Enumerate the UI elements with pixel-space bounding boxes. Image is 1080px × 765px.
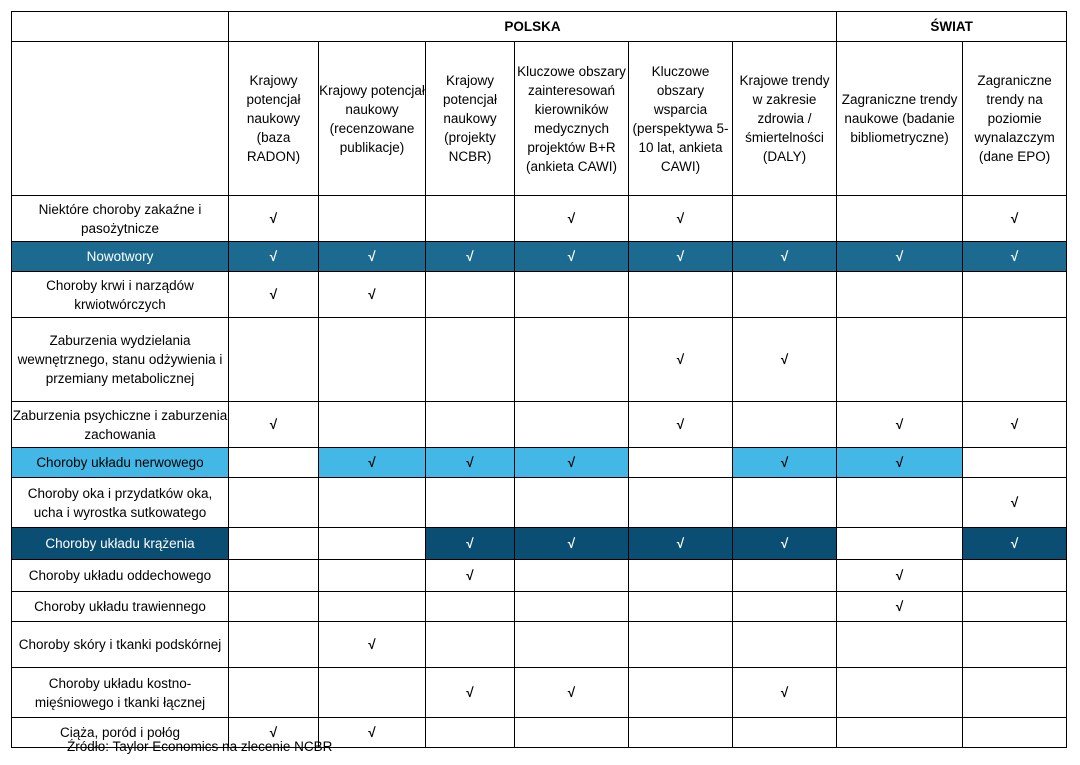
source-note: Źródło: Taylor Economics na zlecenie NCBR [67,739,333,754]
empty-cell [229,318,319,402]
empty-cell [426,318,515,402]
empty-cell [629,448,733,478]
empty-cell [319,318,426,402]
row-label: Choroby układu oddechowego [12,560,229,592]
empty-cell [963,272,1067,318]
empty-cell [515,402,629,448]
empty-cell [733,402,837,448]
row-header-corner [12,42,229,196]
check-mark-cell: √ [515,528,629,560]
table-row [12,528,1067,560]
region-header-row [12,12,1067,42]
empty-cell [963,560,1067,592]
check-mark-cell: √ [319,448,426,478]
row-label: Choroby krwi i narządów krwiotwórczych [12,272,229,318]
row-label: Ciąża, poród i połóg [12,718,229,748]
check-mark-cell: √ [426,560,515,592]
empty-cell [733,272,837,318]
region-world: ŚWIAT [837,12,1067,42]
empty-cell [963,448,1067,478]
empty-cell [629,622,733,668]
empty-cell [426,592,515,622]
table-row [12,402,1067,448]
check-mark-cell: √ [629,242,733,272]
empty-cell [733,718,837,748]
column-header: Krajowy potencjał naukowy (projekty NCBR) [426,42,515,196]
column-header: Kluczowe obszary wsparcia (perspektywa 5-10 lat, ankieta CAWI) [629,42,733,196]
check-mark-cell: √ [319,242,426,272]
empty-cell [515,560,629,592]
comparison-table [11,11,1067,748]
empty-cell [629,668,733,718]
row-label: Nowotwory [12,242,229,272]
empty-cell [963,718,1067,748]
empty-cell [837,196,963,242]
column-header: Zagraniczne trendy na poziomie wynalazczym (dane EPO) [963,42,1067,196]
empty-cell [837,318,963,402]
empty-cell [733,560,837,592]
check-mark-cell: √ [733,528,837,560]
column-header: Zagraniczne trendy naukowe (badanie bibliometryczne) [837,42,963,196]
empty-cell [319,560,426,592]
empty-cell [837,272,963,318]
empty-cell [963,592,1067,622]
check-mark-cell: √ [515,668,629,718]
empty-cell [229,448,319,478]
table-row [12,668,1067,718]
empty-cell [837,622,963,668]
check-mark-cell: √ [426,668,515,718]
empty-cell [515,478,629,528]
empty-cell [837,478,963,528]
check-mark-cell: √ [515,196,629,242]
check-mark-cell: √ [963,528,1067,560]
check-mark-cell: √ [629,318,733,402]
table-row [12,448,1067,478]
check-mark-cell: √ [515,242,629,272]
empty-cell [515,272,629,318]
empty-cell [229,478,319,528]
check-mark-cell: √ [426,242,515,272]
empty-cell [319,668,426,718]
check-mark-cell: √ [229,242,319,272]
check-mark-cell: √ [426,448,515,478]
row-label: Zaburzenia psychiczne i zaburzenia zachowania [12,402,229,448]
column-header: Kluczowe obszary zainteresowań kierowników medycznych projektów B+R (ankieta CAWI) [515,42,629,196]
empty-cell [733,478,837,528]
empty-cell [426,478,515,528]
table-row [12,622,1067,668]
check-mark-cell: √ [733,668,837,718]
check-mark-cell: √ [229,272,319,318]
column-header: Krajowy potencjał naukowy (recenzowane publikacje) [319,42,426,196]
table-row [12,592,1067,622]
table-row [12,196,1067,242]
check-mark-cell: √ [629,528,733,560]
empty-cell [426,272,515,318]
region-poland: POLSKA [229,12,837,42]
column-header: Krajowy potencjał naukowy (baza RADON) [229,42,319,196]
check-mark-cell: √ [319,718,426,748]
row-label: Choroby skóry i tkanki podskórnej [12,622,229,668]
empty-cell [629,718,733,748]
empty-cell [515,592,629,622]
empty-cell [629,560,733,592]
check-mark-cell: √ [733,318,837,402]
empty-cell [426,622,515,668]
empty-cell [837,668,963,718]
empty-cell [229,622,319,668]
check-mark-cell: √ [733,448,837,478]
check-mark-cell: √ [629,196,733,242]
check-mark-cell: √ [837,592,963,622]
row-label: Zaburzenia wydzielania wewnętrznego, stanu odżywienia i przemiany metabolicznej [12,318,229,402]
check-mark-cell: √ [837,560,963,592]
check-mark-cell: √ [229,718,319,748]
empty-cell [515,622,629,668]
empty-cell [629,478,733,528]
table-row [12,318,1067,402]
check-mark-cell: √ [963,478,1067,528]
row-label: Choroby układu kostno-mięśniowego i tkanki łącznej [12,668,229,718]
empty-cell [319,528,426,560]
empty-cell [733,622,837,668]
row-label: Choroby układu nerwowego [12,448,229,478]
empty-cell [733,592,837,622]
check-mark-cell: √ [319,272,426,318]
empty-cell [629,592,733,622]
empty-cell [229,528,319,560]
empty-cell [319,478,426,528]
check-mark-cell: √ [963,402,1067,448]
check-mark-cell: √ [963,242,1067,272]
empty-cell [229,668,319,718]
check-mark-cell: √ [837,402,963,448]
check-mark-cell: √ [319,622,426,668]
empty-cell [837,718,963,748]
empty-cell [963,318,1067,402]
empty-cell [319,402,426,448]
column-header: Krajowe trendy w zakresie zdrowia / śmiertelności (DALY) [733,42,837,196]
table-row [12,242,1067,272]
row-label: Choroby układu trawiennego [12,592,229,622]
table-row [12,272,1067,318]
empty-cell [629,272,733,318]
check-mark-cell: √ [629,402,733,448]
check-mark-cell: √ [229,196,319,242]
check-mark-cell: √ [963,196,1067,242]
empty-cell [515,318,629,402]
empty-cell [963,622,1067,668]
corner-cell [12,12,229,42]
row-label: Niektóre choroby zakaźne i pasożytnicze [12,196,229,242]
empty-cell [426,402,515,448]
table-row [12,560,1067,592]
empty-cell [733,196,837,242]
empty-cell [837,528,963,560]
empty-cell [963,668,1067,718]
empty-cell [426,718,515,748]
check-mark-cell: √ [837,448,963,478]
column-header-row [12,42,1067,196]
row-label: Choroby oka i przydatków oka, ucha i wyrostka sutkowatego [12,478,229,528]
check-mark-cell: √ [229,402,319,448]
empty-cell [515,718,629,748]
check-mark-cell: √ [837,242,963,272]
empty-cell [229,560,319,592]
empty-cell [319,592,426,622]
empty-cell [319,196,426,242]
check-mark-cell: √ [733,242,837,272]
table-row [12,478,1067,528]
empty-cell [229,592,319,622]
check-mark-cell: √ [515,448,629,478]
empty-cell [426,196,515,242]
row-label: Choroby układu krążenia [12,528,229,560]
check-mark-cell: √ [426,528,515,560]
